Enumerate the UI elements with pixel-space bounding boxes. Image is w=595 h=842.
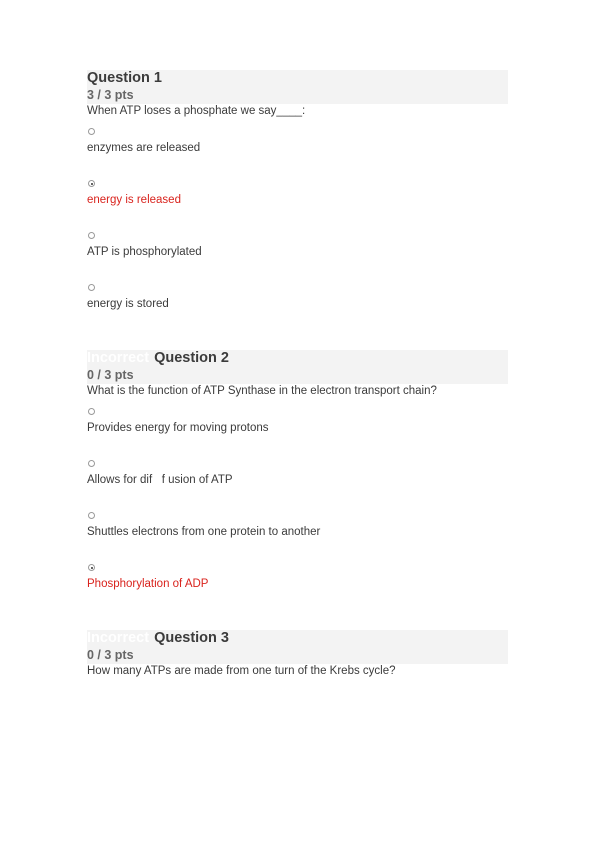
answer-option[interactable]	[87, 512, 508, 564]
question-title	[87, 350, 229, 367]
question-points: 3 / 3 pts	[87, 88, 134, 102]
question-title-text: Question 1	[87, 70, 162, 86]
radio-button[interactable]	[88, 460, 95, 467]
question-points: 0 / 3 pts	[87, 648, 134, 662]
question-points: 0 / 3 pts	[87, 368, 134, 382]
answer-label: Shuttles electrons from one protein to another	[87, 526, 321, 538]
radio-button[interactable]	[88, 408, 95, 415]
answer-label: ATP is phosphorylated	[87, 246, 202, 258]
question-header	[87, 350, 508, 384]
radio-button[interactable]	[88, 512, 95, 519]
radio-button[interactable]	[88, 284, 95, 291]
radio-button[interactable]	[88, 128, 95, 135]
answer-option[interactable]	[87, 128, 508, 180]
radio-button-selected[interactable]	[88, 564, 95, 571]
answer-option[interactable]	[87, 232, 508, 284]
answer-label: Allows for dif f usion of ATP	[87, 474, 233, 486]
radio-button[interactable]	[88, 232, 95, 239]
answer-label: energy is released	[87, 194, 181, 206]
question-header	[87, 630, 508, 664]
incorrect-label: Incorrect	[87, 350, 150, 366]
answer-label: Phosphorylation of ADP	[87, 578, 209, 590]
answer-option[interactable]	[87, 284, 508, 336]
question-text: How many ATPs are made from one turn of the Krebs cycle?	[87, 665, 396, 677]
answer-option[interactable]	[87, 408, 508, 460]
answer-label: energy is stored	[87, 298, 169, 310]
question-2	[87, 350, 508, 616]
radio-button-selected[interactable]	[88, 180, 95, 187]
answer-option[interactable]	[87, 564, 508, 616]
question-text: When ATP loses a phosphate we say____:	[87, 105, 306, 117]
question-title	[87, 630, 229, 647]
answer-label: enzymes are released	[87, 142, 201, 154]
answer-label: Provides energy for moving protons	[87, 422, 269, 434]
question-1	[87, 70, 508, 336]
question-title-text: Question 3	[154, 630, 229, 646]
question-3	[87, 630, 508, 678]
question-title-text: Question 2	[154, 350, 229, 366]
answer-option[interactable]	[87, 460, 508, 512]
incorrect-label: Incorrect	[87, 630, 150, 646]
question-text: What is the function of ATP Synthase in the electron transport chain?	[87, 385, 437, 397]
question-title	[87, 70, 162, 87]
question-header	[87, 70, 508, 104]
answer-option[interactable]	[87, 180, 508, 232]
